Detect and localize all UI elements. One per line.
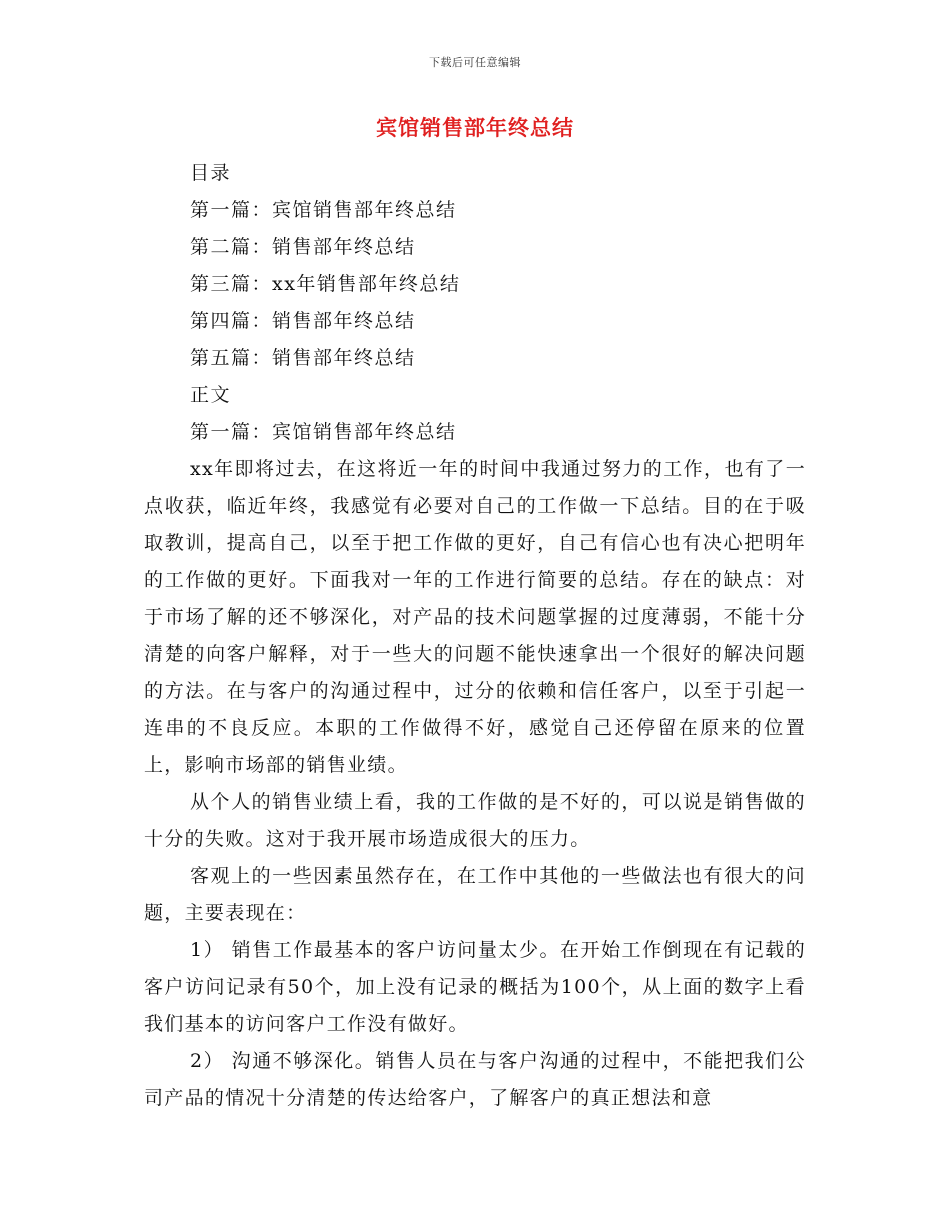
numbered-paragraph: 2） 沟通不够深化。销售人员在与客户沟通的过程中，不能把我们公司产品的情况十分清楚的传达给客户，了解客户的真正想法和意 <box>144 1050 806 1109</box>
toc-item: 第四篇：销售部年终总结 <box>190 310 416 332</box>
paragraph: xx年即将过去，在这将近一年的时间中我通过努力的工作，也有了一点收获，临近年终，我感觉有必要对自己的工作做一下总结。目的在于吸取教训，提高自己，以至于把工作做的更好，自己有信心也有决心把明年的工作做的更好。下面我对一年的工作进行简要的总结。存在的缺点：对于市场了解的还不够深化，对产品的技术问题掌握的过度薄弱，不能十分清楚的向客户解释，对于一些大的问题不能快速拿出一个很好的解决问题的方法。在与客户的沟通过程中，过分的依赖和信任客户，以至于引起一连串的不良反应。本职的工作做得不好，感觉自己还停留在原来的位置上，影响市场部的销售业绩。 <box>144 458 806 776</box>
toc-item: 第五篇：销售部年终总结 <box>190 347 416 369</box>
body-heading: 正文 <box>190 384 232 406</box>
toc-item: 第二篇：销售部年终总结 <box>190 236 416 258</box>
header-note: 下载后可任意编辑 <box>429 56 521 69</box>
paragraph: 从个人的销售业绩上看，我的工作做的是不好的，可以说是销售做的十分的失败。这对于我开展市场造成很大的压力。 <box>144 791 806 850</box>
toc-item: 第一篇：宾馆销售部年终总结 <box>190 199 457 221</box>
toc-heading: 目录 <box>190 162 232 184</box>
numbered-paragraph: 1） 销售工作最基本的客户访问量太少。在开始工作倒现在有记载的客户访问记录有50个，加上没有记录的概括为100个，从上面的数字上看我们基本的访问客户工作没有做好。 <box>144 939 806 1035</box>
table-of-contents <box>190 155 790 451</box>
toc-item: 第三篇：xx年销售部年终总结 <box>190 273 461 295</box>
chapter-heading: 第一篇：宾馆销售部年终总结 <box>190 421 457 443</box>
body-text <box>144 451 806 1117</box>
document-title: 宾馆销售部年终总结 <box>376 115 574 140</box>
paragraph: 客观上的一些因素虽然存在，在工作中其他的一些做法也有很大的问题，主要表现在： <box>144 865 806 924</box>
